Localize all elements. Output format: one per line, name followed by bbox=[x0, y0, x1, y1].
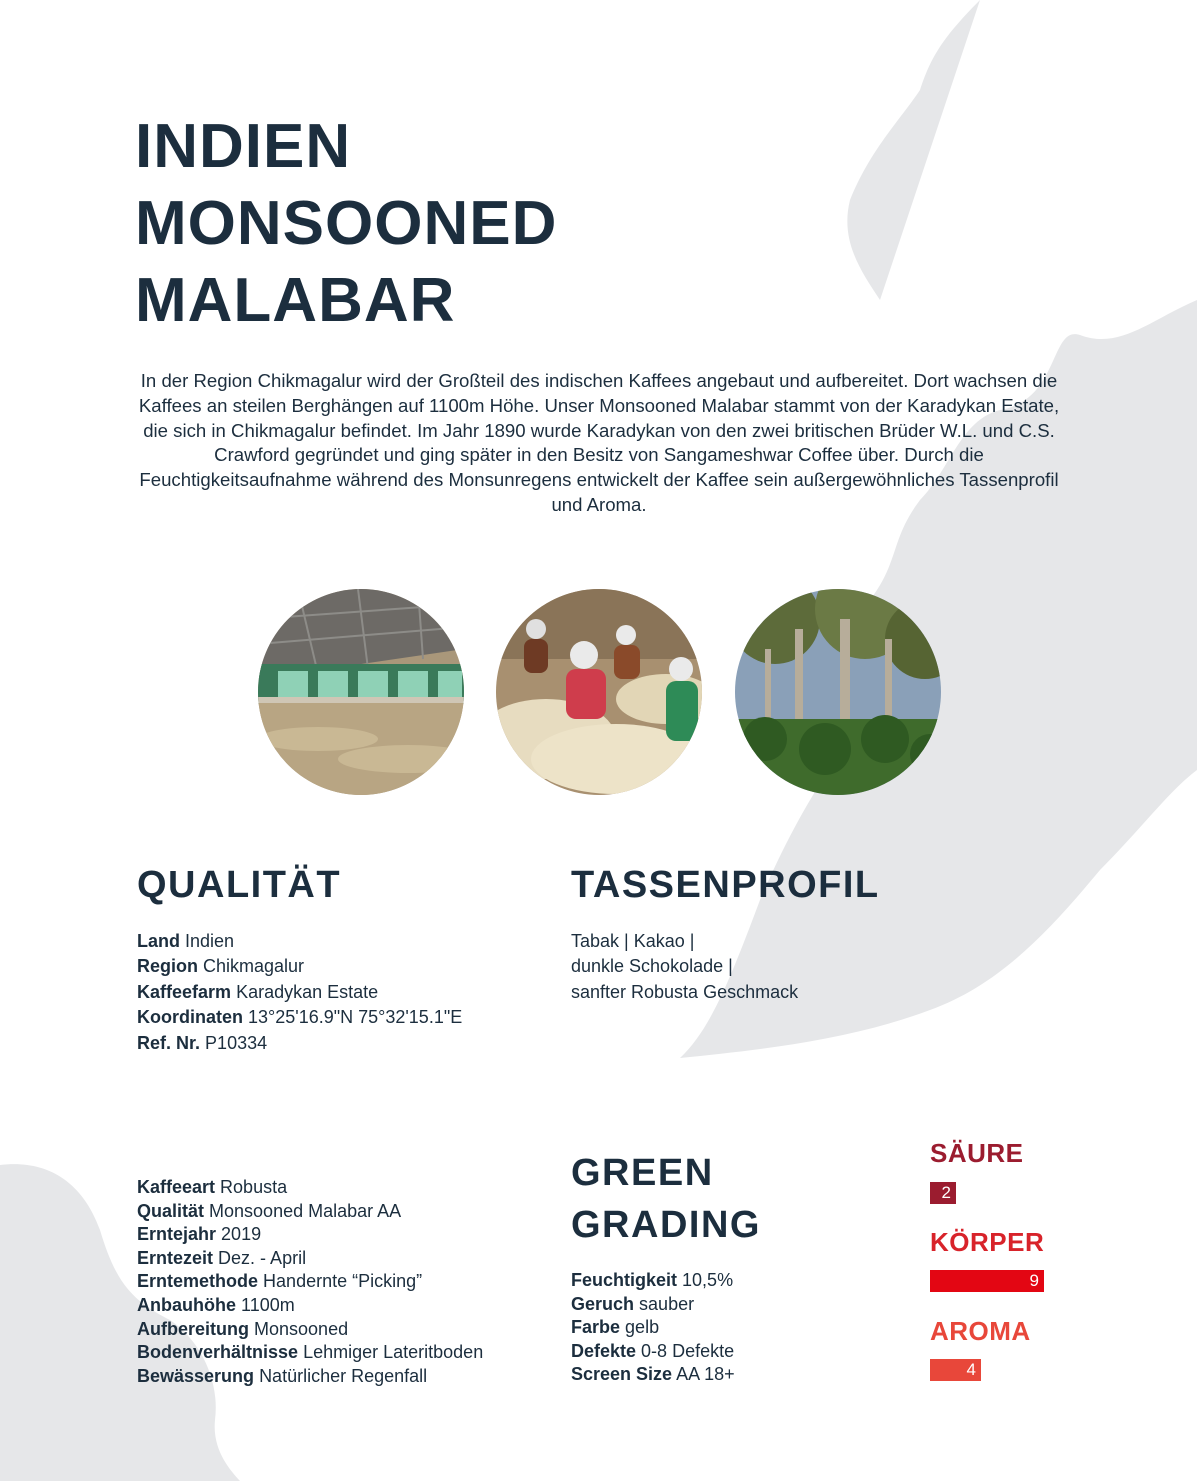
fact-row bbox=[137, 1270, 483, 1294]
fact-value: 13°25'16.9"N 75°32'15.1"E bbox=[248, 1007, 463, 1028]
fact-value: Dez. - April bbox=[218, 1247, 307, 1268]
koerper-bar: 9 bbox=[930, 1270, 1044, 1292]
fact-row bbox=[571, 1269, 735, 1293]
fact-value: Natürlicher Regenfall bbox=[259, 1365, 428, 1386]
aroma-label: AROMA bbox=[930, 1316, 1031, 1346]
fact-value: Karadykan Estate bbox=[236, 981, 379, 1002]
fact-value: P10334 bbox=[205, 1032, 268, 1053]
fact-value: Monsooned Malabar AA bbox=[209, 1200, 402, 1221]
fact-value: Indien bbox=[185, 931, 235, 951]
fact-label: Anbauhöhe bbox=[137, 1294, 236, 1315]
tassenprofil-text bbox=[571, 929, 798, 1005]
page-title bbox=[135, 108, 557, 339]
fact-value: 1100m bbox=[241, 1294, 295, 1315]
fact-row bbox=[137, 1005, 462, 1030]
fact-value: Handernte “Picking” bbox=[263, 1271, 423, 1292]
koerper-label: KÖRPER bbox=[930, 1227, 1045, 1257]
cup-line: dunkle Schokolade | bbox=[571, 956, 733, 977]
fact-label: Bodenverhältnisse bbox=[137, 1342, 299, 1363]
green-grading-facts bbox=[571, 1269, 735, 1387]
fact-value: AA 18+ bbox=[676, 1364, 735, 1385]
fact-row bbox=[137, 1176, 483, 1200]
fact-row bbox=[137, 1341, 483, 1365]
heading-line: GRADING bbox=[571, 1204, 761, 1246]
fact-value: Chikmagalur bbox=[203, 956, 305, 977]
fact-label: Kaffeeart bbox=[137, 1177, 216, 1197]
cup-line: sanfter Robusta Geschmack bbox=[571, 981, 799, 1002]
fact-label: Qualität bbox=[137, 1200, 205, 1221]
fact-label: Region bbox=[137, 956, 198, 977]
title-line-3: MALABAR bbox=[135, 266, 456, 335]
fact-value: Lehmiger Lateritboden bbox=[303, 1342, 484, 1363]
saeure-bar: 2 bbox=[930, 1182, 956, 1204]
fact-label: Geruch bbox=[571, 1293, 635, 1314]
fact-row bbox=[137, 1200, 483, 1224]
qualitaet-facts bbox=[137, 929, 462, 1056]
saeure-label: SÄURE bbox=[930, 1138, 1024, 1168]
fact-row bbox=[137, 954, 462, 979]
fact-value: gelb bbox=[625, 1317, 660, 1338]
fact-value: 2019 bbox=[221, 1224, 262, 1245]
fact-label: Erntemethode bbox=[137, 1271, 259, 1292]
fact-label: Farbe bbox=[571, 1317, 621, 1338]
fact-label: Screen Size bbox=[571, 1364, 673, 1385]
fact-label: Bewässerung bbox=[137, 1365, 255, 1386]
fact-row bbox=[137, 929, 462, 954]
fact-label: Kaffeefarm bbox=[137, 981, 232, 1002]
intro-paragraph: In der Region Chikmagalur wird der Großteil des indischen Kaffees angebaut und aufbereitet. Dort wachsen die Kaffees an steilen Berghängen auf 1100m Höhe. Unser Monsooned Malabar stammt von der Karadykan Estate, die sich in Chikmagalur befindet. Im Jahr 1890 wurde Karadykan von den zwei britischen Brüder W.L. und C.S. Crawford gegründet und ging später in den Besitz von Sangameshwar Coffee über. Durch die Feuchtigkeitsaufnahme während des Monsunregens entwickelt der Kaffee sein außergewöhnliches Tassenprofil und Aroma. bbox=[138, 370, 1060, 515]
fact-row bbox=[571, 1316, 735, 1340]
fact-row bbox=[571, 1363, 735, 1387]
fact-row bbox=[137, 1318, 483, 1342]
fact-label: Defekte bbox=[571, 1340, 637, 1361]
heading-line: GREEN bbox=[571, 1152, 714, 1194]
fact-label: Ref. Nr. bbox=[137, 1032, 201, 1053]
fact-row bbox=[571, 1293, 735, 1317]
fact-row bbox=[137, 1365, 483, 1389]
fact-value: Monsooned bbox=[254, 1318, 349, 1339]
title-line-1: INDIEN bbox=[135, 112, 352, 181]
fact-value: Robusta bbox=[220, 1177, 288, 1197]
coffee-farm-photo bbox=[735, 589, 941, 795]
cup-line: Tabak | Kakao | bbox=[571, 931, 695, 951]
fact-label: Aufbereitung bbox=[137, 1318, 249, 1339]
fact-row bbox=[137, 1294, 483, 1318]
fact-label: Koordinaten bbox=[137, 1007, 243, 1028]
fact-label: Erntejahr bbox=[137, 1224, 217, 1245]
green-grading-heading bbox=[571, 1147, 761, 1251]
fact-label: Land bbox=[137, 931, 180, 951]
fact-value: sauber bbox=[639, 1293, 695, 1314]
fact-row bbox=[571, 1340, 735, 1364]
aroma-bar: 4 bbox=[930, 1359, 981, 1381]
sorting-workers-photo bbox=[496, 589, 702, 795]
title-line-2: MONSOONED bbox=[135, 189, 558, 258]
fact-row bbox=[137, 980, 462, 1005]
tassenprofil-heading: TASSENPROFIL bbox=[571, 864, 880, 906]
coffee-details bbox=[137, 1176, 483, 1388]
fact-row bbox=[137, 1031, 462, 1056]
warehouse-photo bbox=[258, 589, 464, 795]
fact-label: Erntezeit bbox=[137, 1247, 214, 1268]
fact-value: 0-8 Defekte bbox=[641, 1340, 735, 1361]
fact-row bbox=[137, 1247, 483, 1271]
fact-label: Feuchtigkeit bbox=[571, 1270, 678, 1290]
fact-row bbox=[137, 1223, 483, 1247]
fact-value: 10,5% bbox=[682, 1270, 734, 1290]
qualitaet-heading: QUALITÄT bbox=[137, 864, 342, 906]
